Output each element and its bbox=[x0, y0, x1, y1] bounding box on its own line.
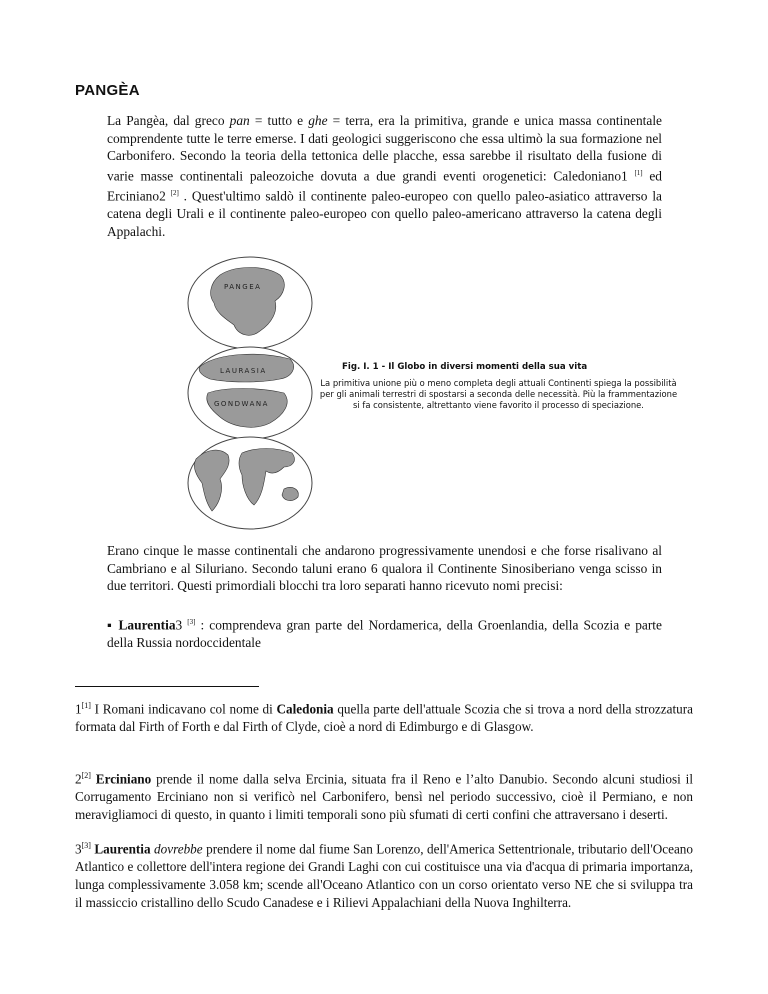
footnote-term: Caledonia bbox=[276, 701, 334, 717]
footnote-number: 2 bbox=[75, 771, 82, 787]
footnote-1 bbox=[75, 697, 693, 736]
text-run: La Pangèa, dal greco bbox=[107, 113, 230, 128]
footnote-sup-1[interactable]: [1] bbox=[634, 168, 643, 177]
globe-modern bbox=[188, 437, 312, 529]
continents-paragraph: Erano cinque le masse continentali che andarono progressivamente unendosi e che forse risalivano al Cambriano e al Siluriano. Secondo taluni erano 6 qualora il Continente Sinosiberiano venga scisso in due territori. Questi primordiali blocchi tra loro separati hanno ricevuto nomi precisi: bbox=[107, 543, 662, 594]
footnote-2 bbox=[75, 767, 693, 824]
footnote-ref-1[interactable]: 1 bbox=[621, 168, 628, 184]
caption-title: Fig. I. 1 - Il Globo in diversi momenti della sua vita bbox=[342, 362, 588, 372]
footnote-term: Erciniano bbox=[95, 771, 152, 787]
globe-label-laurasia: LAURASIA bbox=[220, 367, 267, 375]
text-run: quella parte dell'attuale Scozia che si trova a nord della strozzatura formata dal Firth of Forth e dal Firth of Clyde, cioè a nord di Edimburgo e di Glasgow. bbox=[75, 701, 693, 735]
text-run: prende il nome dalla selva Ercinia, situata fra il Reno e l’alto Danubio. Secondo alcuni studiosi il Corrugamento Erciniano non si verificò nel Carbonifero, bensì nel periodo successivo, cioè il Permiano, e non meravigliamoci di questo, in quanto i limiti temporali sono più sfumati di certi confini che attraversano i deserti. bbox=[75, 771, 693, 823]
footnote-italic: dovrebbe bbox=[154, 841, 203, 857]
bullet-icon: ▪ bbox=[107, 617, 114, 633]
page-title: PANGÈA bbox=[75, 82, 140, 99]
footnote-sup: [1] bbox=[81, 701, 91, 710]
text-run: : comprendeva gran parte del Nordamerica, della Groenlandia, della Scozia e parte della Russia nordoccidentale bbox=[107, 617, 662, 651]
text-run: = tutto e bbox=[249, 113, 309, 128]
footnote-number: 3 bbox=[75, 841, 82, 857]
footnote-ref-3[interactable]: 3 bbox=[175, 617, 183, 633]
intro-paragraph bbox=[107, 112, 662, 240]
figure-caption bbox=[316, 362, 681, 412]
footnote-term: Laurentia bbox=[94, 841, 151, 857]
term-ghe: ghe bbox=[308, 113, 328, 128]
footnote-sup: [2] bbox=[81, 771, 91, 780]
globe-laurasia-gondwana bbox=[188, 347, 312, 439]
globe-label-pangea: PANGEA bbox=[224, 283, 262, 291]
term-laurentia: Laurentia bbox=[118, 617, 176, 633]
footnote-sup-2[interactable]: [2] bbox=[170, 188, 179, 197]
text-run: prendere il nome dal fiume San Lorenzo, dell'America Settentrionale, tributario dell'Oceano Atlantico e collettore dell'intera regione dei Grandi Laghi con cui costituisce una via d'acqua di primaria importanza, lunga complessivamente 3.058 km; scende all'Oceano Atlantico con un corso orientato verso NE che si sviluppa tra il massiccio cristallino dello Scudo Canadese e i Rilievi Appalachiani della Nuova Inghilterra. bbox=[75, 841, 693, 911]
globe-label-gondwana: GONDWANA bbox=[214, 400, 269, 408]
text-run: . Quest'ultimo saldò il continente paleo-europeo con quello paleo-asiatico attraverso la catena degli Urali e il continente paleo-europeo con quello paleo-americano attraverso la catena degli Appalachi. bbox=[107, 188, 662, 239]
globes-figure bbox=[180, 253, 320, 535]
list-item-laurentia bbox=[107, 614, 662, 652]
caption-body: La primitiva unione più o meno completa degli attuali Continenti spiega la possibilità per gli animali terrestri di spostarsi a seconda delle necessità. Più la frammentazione si fa consistente, altrettanto viene favorito il processo di speciazione. bbox=[319, 378, 678, 411]
globe-pangea bbox=[188, 257, 312, 349]
term-pan: pan bbox=[229, 113, 250, 128]
footnote-3 bbox=[75, 837, 693, 912]
footnote-sup: [3] bbox=[81, 841, 91, 850]
footnote-number: 1 bbox=[75, 701, 82, 717]
footnote-divider bbox=[75, 686, 259, 687]
text-run: ed Erciniano bbox=[107, 168, 662, 204]
footnote-ref-2[interactable]: 2 bbox=[159, 188, 166, 204]
footnote-sup-3[interactable]: [3] bbox=[187, 618, 196, 626]
text-run: = terra, era la primitiva, grande e unica massa continentale comprendente tutte le terre emerse. I dati geologici suggeriscono che essa ultimò la sua formazione nel Carbonifero. Secondo la teoria della tettonica delle placche, essa sarebbe il risultato della fusione di varie masse continentali paleozoiche dovuta a due grandi eventi orogenetici: Caledoniano bbox=[107, 113, 662, 184]
text-run: I Romani indicavano col nome di bbox=[90, 701, 277, 717]
